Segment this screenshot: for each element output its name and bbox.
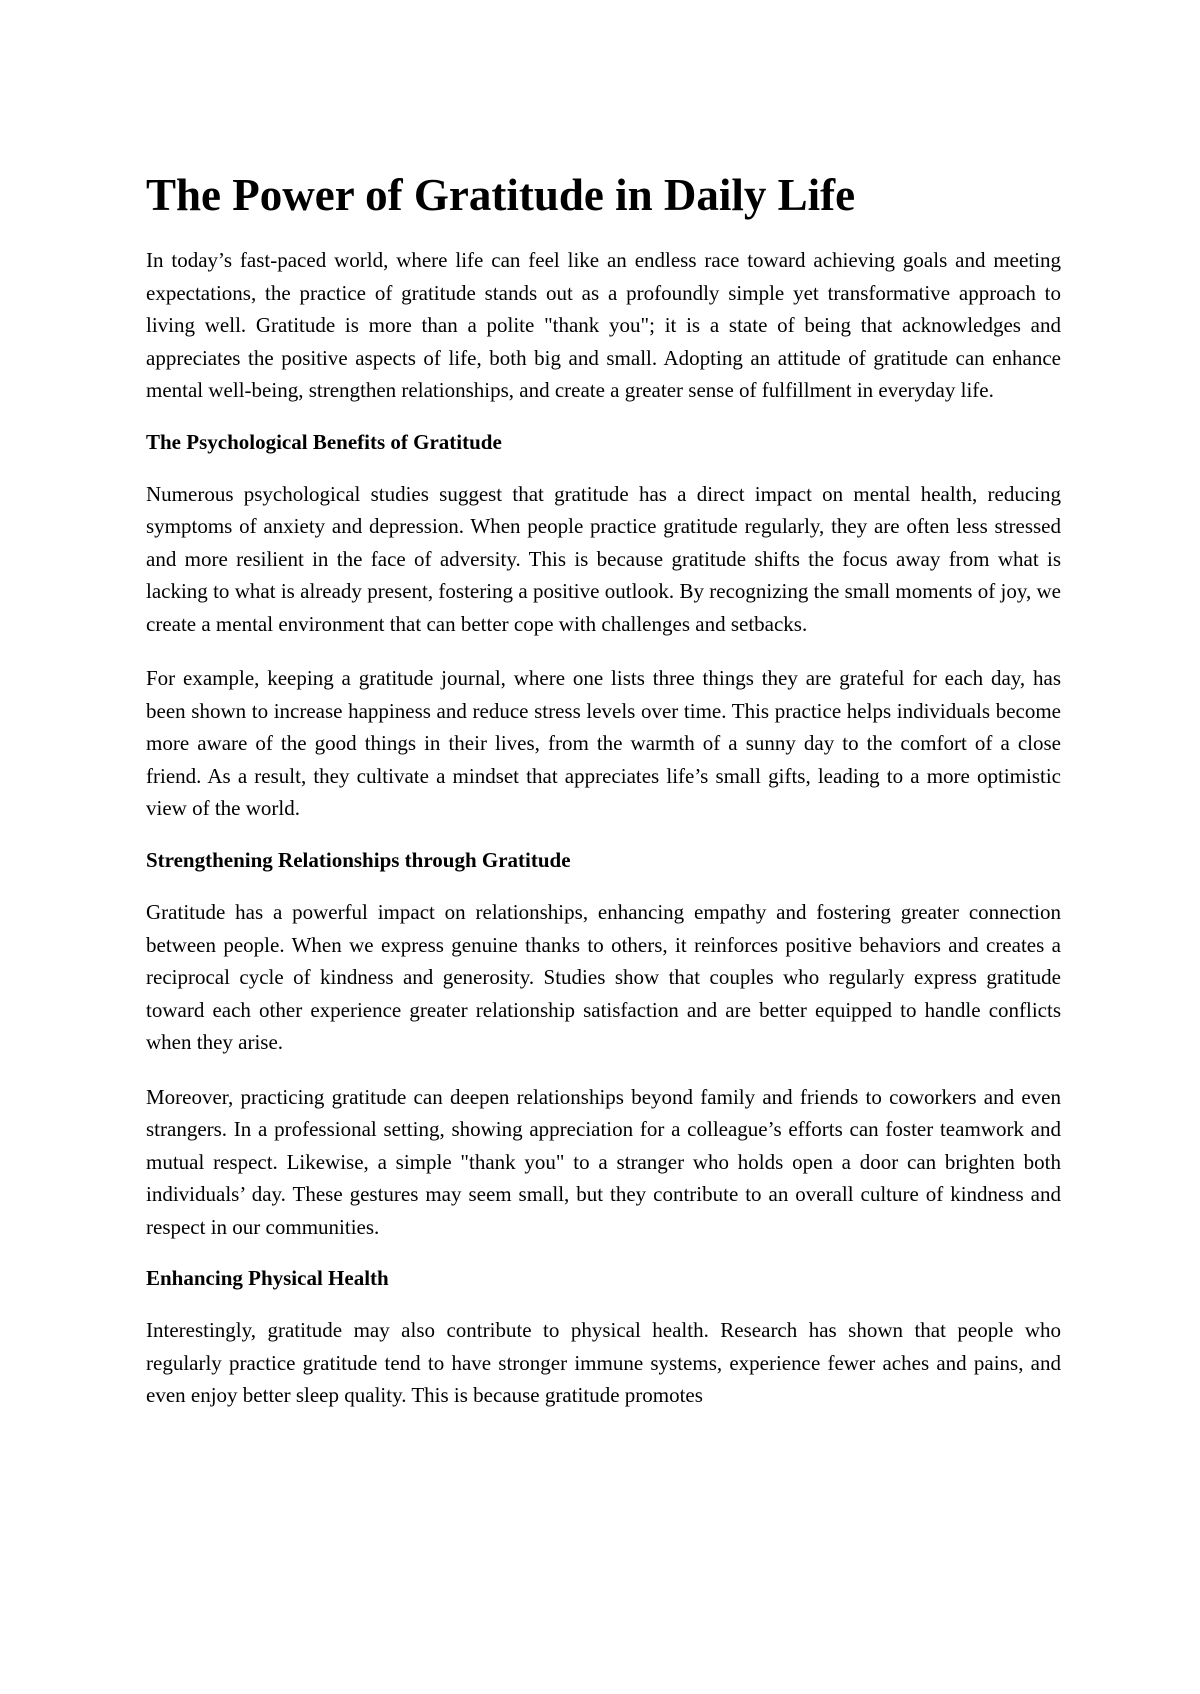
section-paragraph: Gratitude has a powerful impact on relationships, enhancing empathy and fostering greater connection between people. When we express genuine thanks to others, it reinforces positive behaviors and creates a reciprocal cycle of kindness and generosity. Studies show that couples who regularly express gratitude toward each other experience greater relationship satisfaction and are better equipped to handle conflicts when they arise. — [146, 900, 1061, 1055]
section-paragraph: For example, keeping a gratitude journal, where one lists three things they are grateful for each day, has been shown to increase happiness and reduce stress levels over time. This practice helps individuals become more aware of the good things in their lives, from the warmth of a sunny day to the comfort of a close friend. As a result, they cultivate a mindset that appreciates life’s small gifts, leading to a more optimistic view of the world. — [146, 666, 1061, 821]
section-heading-strengthening-relationships: Strengthening Relationships through Gratitude — [146, 847, 571, 872]
section-heading-physical-health: Enhancing Physical Health — [146, 1266, 389, 1291]
section-paragraph: Moreover, practicing gratitude can deepen relationships beyond family and friends to coworkers and even strangers. In a professional setting, showing appreciation for a colleague’s efforts can foster teamwork and mutual respect. Likewise, a simple "thank you" to a stranger who holds open a door can brighten both individuals’ day. These gestures may seem small, but they contribute to an overall culture of kindness and respect in our communities. — [146, 1084, 1061, 1239]
document-title: The Power of Gratitude in Daily Life — [146, 170, 856, 220]
section-paragraph: Interestingly, gratitude may also contribute to physical health. Research has shown that people who regularly practice gratitude tend to have stronger immune systems, experience fewer aches and pains, and even enjoy better sleep quality. This is because gratitude promotes — [146, 1318, 1061, 1408]
section-paragraph: Numerous psychological studies suggest that gratitude has a direct impact on mental health, reducing symptoms of anxiety and depression. When people practice gratitude regularly, they are often less stressed and more resilient in the face of adversity. This is because gratitude shifts the focus away from what is lacking to what is already present, fostering a positive outlook. By recognizing the small moments of joy, we create a mental environment that can better cope with challenges and setbacks. — [146, 481, 1061, 636]
document-page — [146, 168, 1061, 1412]
intro-paragraph: In today’s fast-paced world, where life can feel like an endless race toward achieving goals and meeting expectations, the practice of gratitude stands out as a profoundly simple yet transformative approach to living well. Gratitude is more than a polite "thank you"; it is a state of being that acknowledges and appreciates the positive aspects of life, both big and small. Adopting an attitude of gratitude can enhance mental well-being, strengthen relationships, and create a greater sense of fulfillment in everyday life. — [146, 248, 1061, 402]
section-heading-psychological-benefits: The Psychological Benefits of Gratitude — [146, 429, 502, 454]
